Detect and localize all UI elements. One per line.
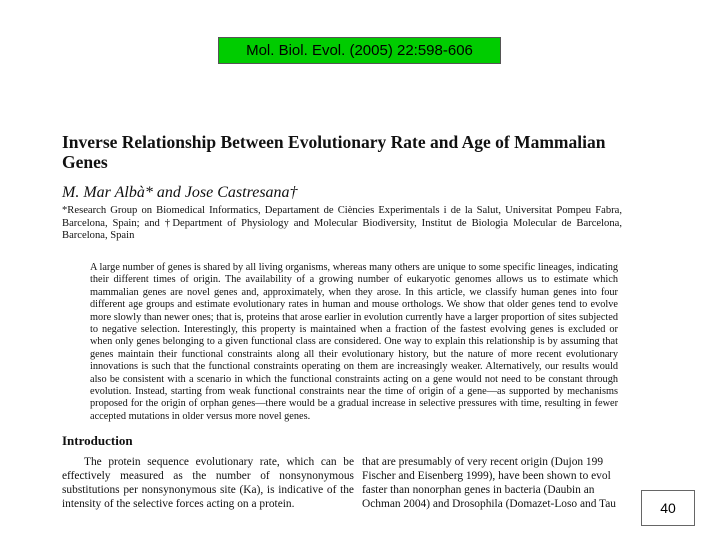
section-heading-introduction: Introduction xyxy=(62,433,133,448)
intro-right-line: Ochman 2004) and Drosophila (Domazet-Loso and Tau xyxy=(362,498,616,510)
page-number: 40 xyxy=(641,490,695,526)
intro-right-line: Fischer and Eisenberg 1999), have been shown to evol xyxy=(362,470,611,482)
paper-authors: M. Mar Albà* and Jose Castresana† xyxy=(62,184,298,201)
intro-right-line: faster than nonorphan genes in bacteria (Daubin an xyxy=(362,484,595,496)
paper-affiliation: *Research Group on Biomedical Informatics, Departament de Ciències Experimentals i de la Salut, Universitat Pompeu Fabra, Barcelona, Spain; and †Department of Physiology and Molecular Biodiversity, Institut de Biologia Molecular de Barcelona, Barcelona, Spain xyxy=(62,205,622,241)
citation-label: Mol. Biol. Evol. (2005) 22:598-606 xyxy=(218,37,501,64)
intro-left-column xyxy=(62,455,354,511)
intro-left-paragraph: The protein sequence evolutionary rate, which can be effectively measured as the number of nonsynonymous substitutions per nonsynonymous site (Ka), is indicative of the intensity of the selective forces acting on a protein. xyxy=(62,456,354,510)
paper-title: Inverse Relationship Between Evolutionary Rate and Age of Mammalian Genes xyxy=(62,132,606,172)
intro-right-column xyxy=(362,455,638,511)
paper-abstract: A large number of genes is shared by all living organisms, whereas many others are unique to some specific lineages, indicating their different times of origin. The availability of a growing number of eukaryotic genomes allows us to estimate which mammalian genes are novel genes and, approximately, when they arose. In this article, we classify human genes into four different age groups and estimate evolutionary rates in human and mouse orthologs. We show that older genes tend to evolve more slowly than newer ones; that is, proteins that arose earlier in evolution currently have a larger proportion of sites subjected to negative selection. Interestingly, this property is maintained when a fraction of the fastest evolving genes is excluded or when only genes belonging to a given functional class are considered. One way to explain this relationship is by assuming that genes maintain their functional constraints along all their evolutionary history, but the nature of more recent evolutionary innovations is such that the functional constraints operating on them are increasingly weaker. Alternatively, our results would also be consistent with a scenario in which the functional constraints acting on a gene would not need to be constant through evolution. Instead, starting from weak functional constraints near the time of origin of a gene—as supported by mechanisms proposed for the origin of orphan genes—there would be a gradual increase in selective pressures with time, resulting in fewer accepted mutations in older versus more novel genes. xyxy=(90,262,618,422)
intro-right-line: that are presumably of very recent origin (Dujon 199 xyxy=(362,456,604,468)
